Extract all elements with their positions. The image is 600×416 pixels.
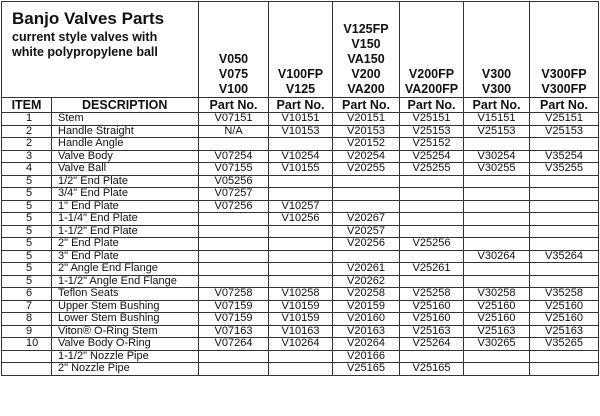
table-row	[2, 263, 599, 276]
part-number-cell: V30254	[464, 150, 530, 163]
part-number-cell	[400, 225, 464, 238]
part-number-cell: V25163	[464, 325, 530, 338]
part-number-cell: V10257	[269, 200, 333, 213]
part-number-cell: V25151	[400, 113, 464, 126]
model-label: V300	[481, 82, 512, 96]
part-number-cell	[464, 200, 530, 213]
item-number-cell: 5	[2, 188, 52, 201]
part-number-cell: V30264	[464, 250, 530, 263]
table-row	[2, 175, 599, 188]
part-number-cell	[530, 263, 599, 276]
item-number-cell: 10	[2, 338, 52, 351]
part-number-cell	[530, 350, 599, 363]
model-label: V300FP	[541, 67, 587, 81]
table-row	[2, 325, 599, 338]
table-row	[2, 275, 599, 288]
part-no-column-header: Part No.	[530, 98, 599, 113]
part-number-cell	[464, 213, 530, 226]
part-number-cell	[530, 238, 599, 251]
part-number-cell: V20258	[333, 288, 400, 301]
part-number-cell: V20256	[333, 238, 400, 251]
part-number-cell	[199, 138, 269, 151]
part-number-cell: V07254	[199, 150, 269, 163]
part-number-cell: V07257	[199, 188, 269, 201]
item-number-cell: 9	[2, 325, 52, 338]
part-number-cell	[269, 225, 333, 238]
part-number-cell	[400, 250, 464, 263]
part-number-cell: V25261	[400, 263, 464, 276]
part-number-cell: V20153	[333, 125, 400, 138]
part-number-cell	[530, 175, 599, 188]
part-number-cell: V25163	[400, 325, 464, 338]
part-number-cell: V10153	[269, 125, 333, 138]
part-number-cell	[464, 263, 530, 276]
parts-table	[1, 1, 599, 376]
part-number-cell	[464, 275, 530, 288]
part-number-cell	[530, 200, 599, 213]
table-row	[2, 300, 599, 313]
table-row	[2, 163, 599, 176]
item-number-cell: 2	[2, 125, 52, 138]
table-row	[2, 200, 599, 213]
part-number-cell: V10159	[269, 300, 333, 313]
table-row	[2, 188, 599, 201]
item-number-cell: 5	[2, 238, 52, 251]
item-number-cell: 5	[2, 200, 52, 213]
description-cell: 2" End Plate	[52, 238, 199, 251]
item-number-cell	[2, 350, 52, 363]
part-number-cell: V25151	[530, 113, 599, 126]
part-number-cell: V35264	[530, 250, 599, 263]
description-cell: 3/4" End Plate	[52, 188, 199, 201]
description-cell: 3" End Plate	[52, 250, 199, 263]
item-number-cell: 1	[2, 113, 52, 126]
part-number-cell	[269, 175, 333, 188]
model-label: V200FP	[408, 67, 455, 81]
part-number-cell	[464, 138, 530, 151]
item-number-cell: 7	[2, 300, 52, 313]
model-label: V150	[351, 37, 381, 51]
description-column-header: DESCRIPTION	[52, 98, 199, 113]
part-number-cell: V07256	[199, 200, 269, 213]
part-number-cell	[530, 275, 599, 288]
item-number-cell: 8	[2, 313, 52, 326]
part-number-cell: V07163	[199, 325, 269, 338]
part-number-cell: V15151	[464, 113, 530, 126]
part-number-cell: V25165	[333, 363, 400, 376]
table-row	[2, 213, 599, 226]
part-number-cell	[400, 350, 464, 363]
part-number-cell: V25153	[400, 125, 464, 138]
part-number-cell: V10256	[269, 213, 333, 226]
description-cell: Teflon Seats	[52, 288, 199, 301]
description-cell: Stem	[52, 113, 199, 126]
table-row	[2, 225, 599, 238]
description-cell: 1/2" End Plate	[52, 175, 199, 188]
item-number-cell: 5	[2, 275, 52, 288]
table-row	[2, 138, 599, 151]
part-number-cell: V35258	[530, 288, 599, 301]
part-number-cell	[400, 213, 464, 226]
part-number-cell	[269, 363, 333, 376]
part-number-cell	[464, 238, 530, 251]
part-number-cell: N/A	[199, 125, 269, 138]
part-number-cell	[464, 175, 530, 188]
parts-table-body	[2, 113, 599, 376]
description-cell: Handle Angle	[52, 138, 199, 151]
part-number-cell: V10159	[269, 313, 333, 326]
table-row	[2, 350, 599, 363]
part-number-cell	[530, 225, 599, 238]
model-label: V300	[481, 67, 512, 81]
part-number-cell	[199, 275, 269, 288]
part-number-cell: V25255	[400, 163, 464, 176]
part-number-cell: V20166	[333, 350, 400, 363]
table-row	[2, 363, 599, 376]
model-label: VA200FP	[404, 82, 459, 96]
subtitle-line-2: white polypropylene ball	[12, 45, 158, 59]
part-number-cell: V07159	[199, 300, 269, 313]
part-number-cell: V05256	[199, 175, 269, 188]
description-cell: 2" Angle End Flange	[52, 263, 199, 276]
part-number-cell: V20152	[333, 138, 400, 151]
model-group-6	[530, 2, 599, 98]
part-number-cell	[199, 213, 269, 226]
part-number-cell: V25256	[400, 238, 464, 251]
part-number-cell: V25160	[530, 300, 599, 313]
part-number-cell: V25264	[400, 338, 464, 351]
item-number-cell: 5	[2, 175, 52, 188]
part-number-cell: V25160	[530, 313, 599, 326]
part-number-cell: V07155	[199, 163, 269, 176]
part-number-cell	[333, 250, 400, 263]
part-number-cell: V07159	[199, 313, 269, 326]
item-number-cell	[2, 363, 52, 376]
part-number-cell: V10258	[269, 288, 333, 301]
item-number-cell: 4	[2, 163, 52, 176]
part-number-cell	[400, 275, 464, 288]
part-number-cell	[333, 175, 400, 188]
part-number-cell: V30258	[464, 288, 530, 301]
part-number-cell: V25153	[464, 125, 530, 138]
part-number-cell	[199, 363, 269, 376]
part-number-cell	[269, 350, 333, 363]
item-number-cell: 5	[2, 225, 52, 238]
part-number-cell: V20264	[333, 338, 400, 351]
part-no-column-header: Part No.	[400, 98, 464, 113]
model-label: V100	[218, 82, 249, 96]
description-cell: Valve Ball	[52, 163, 199, 176]
description-cell: Lower Stem Bushing	[52, 313, 199, 326]
part-number-cell: V25160	[464, 313, 530, 326]
table-row	[2, 250, 599, 263]
part-number-cell: V20254	[333, 150, 400, 163]
page-title: Banjo Valves Parts	[12, 9, 165, 28]
part-number-cell: V35265	[530, 338, 599, 351]
description-cell: 1-1/2" Nozzle Pipe	[52, 350, 199, 363]
part-number-cell: V25153	[530, 125, 599, 138]
model-header-row	[2, 2, 599, 98]
table-row	[2, 150, 599, 163]
table-row	[2, 113, 599, 126]
part-number-cell: V25160	[400, 300, 464, 313]
part-number-cell	[400, 175, 464, 188]
part-number-cell	[464, 225, 530, 238]
part-number-cell: V20151	[333, 113, 400, 126]
part-number-cell: V20262	[333, 275, 400, 288]
part-number-cell	[333, 188, 400, 201]
item-number-cell: 3	[2, 150, 52, 163]
model-label: V050	[218, 52, 249, 66]
description-cell: Handle Straight	[52, 125, 199, 138]
table-row	[2, 313, 599, 326]
part-number-cell	[269, 250, 333, 263]
part-number-cell: V20257	[333, 225, 400, 238]
model-label: VA200	[347, 82, 385, 96]
item-column-header: ITEM	[2, 98, 52, 113]
part-no-column-header: Part No.	[333, 98, 400, 113]
part-number-cell	[530, 138, 599, 151]
description-cell: Valve Body	[52, 150, 199, 163]
item-number-cell: 5	[2, 250, 52, 263]
table-row	[2, 125, 599, 138]
part-number-cell	[530, 188, 599, 201]
part-number-cell	[199, 263, 269, 276]
part-number-cell: V35254	[530, 150, 599, 163]
part-number-cell: V20255	[333, 163, 400, 176]
model-label: V300FP	[541, 82, 587, 96]
model-label: V075	[218, 67, 249, 81]
part-number-cell: V07264	[199, 338, 269, 351]
part-number-cell	[269, 275, 333, 288]
part-number-cell: V25163	[530, 325, 599, 338]
item-number-cell: 5	[2, 263, 52, 276]
description-cell: Upper Stem Bushing	[52, 300, 199, 313]
part-number-cell: V30255	[464, 163, 530, 176]
model-label: V100FP	[277, 67, 324, 81]
part-number-cell: V10163	[269, 325, 333, 338]
part-no-column-header: Part No.	[199, 98, 269, 113]
part-number-cell	[530, 213, 599, 226]
part-number-cell: V10264	[269, 338, 333, 351]
part-number-cell: V20160	[333, 313, 400, 326]
table-row	[2, 238, 599, 251]
model-group-2	[269, 2, 333, 98]
description-cell: Viton® O-Ring Stem	[52, 325, 199, 338]
part-number-cell: V25160	[464, 300, 530, 313]
description-cell: 1" End Plate	[52, 200, 199, 213]
column-header-row	[2, 98, 599, 113]
description-cell: 1-1/4" End Plate	[52, 213, 199, 226]
part-number-cell	[269, 238, 333, 251]
part-number-cell	[464, 188, 530, 201]
model-label: VA150	[347, 52, 385, 66]
part-number-cell: V25258	[400, 288, 464, 301]
part-number-cell: V25254	[400, 150, 464, 163]
part-number-cell	[269, 188, 333, 201]
part-no-column-header: Part No.	[269, 98, 333, 113]
part-number-cell	[400, 200, 464, 213]
part-number-cell: V07151	[199, 113, 269, 126]
model-group-3	[333, 2, 400, 98]
part-number-cell: V25152	[400, 138, 464, 151]
part-number-cell: V20163	[333, 325, 400, 338]
table-row	[2, 338, 599, 351]
model-label: V125	[285, 82, 316, 96]
part-number-cell: V25165	[400, 363, 464, 376]
subtitle-line-1: current style valves with	[12, 30, 158, 44]
model-label: V200	[351, 67, 381, 81]
part-number-cell	[464, 363, 530, 376]
part-number-cell: V30265	[464, 338, 530, 351]
table-row	[2, 288, 599, 301]
part-number-cell: V10155	[269, 163, 333, 176]
part-number-cell	[530, 363, 599, 376]
part-number-cell: V20261	[333, 263, 400, 276]
part-number-cell	[199, 225, 269, 238]
item-number-cell: 6	[2, 288, 52, 301]
part-number-cell	[333, 200, 400, 213]
part-number-cell: V25160	[400, 313, 464, 326]
title-block	[2, 2, 199, 98]
item-number-cell: 2	[2, 138, 52, 151]
model-group-5	[464, 2, 530, 98]
description-cell: 1-1/2" Angle End Flange	[52, 275, 199, 288]
model-group-4	[400, 2, 464, 98]
part-number-cell	[269, 138, 333, 151]
part-number-cell: V20267	[333, 213, 400, 226]
part-number-cell: V07258	[199, 288, 269, 301]
part-number-cell: V10254	[269, 150, 333, 163]
part-number-cell: V35255	[530, 163, 599, 176]
description-cell: Valve Body O-Ring	[52, 338, 199, 351]
part-number-cell	[269, 263, 333, 276]
part-number-cell	[400, 188, 464, 201]
part-number-cell: V10151	[269, 113, 333, 126]
part-number-cell	[199, 350, 269, 363]
item-number-cell: 5	[2, 213, 52, 226]
model-label: V125FP	[343, 22, 389, 36]
part-number-cell: V20159	[333, 300, 400, 313]
model-group-1	[199, 2, 269, 98]
part-number-cell	[199, 250, 269, 263]
part-number-cell	[199, 238, 269, 251]
description-cell: 2" Nozzle Pipe	[52, 363, 199, 376]
part-number-cell	[464, 350, 530, 363]
part-no-column-header: Part No.	[464, 98, 530, 113]
description-cell: 1-1/2" End Plate	[52, 225, 199, 238]
